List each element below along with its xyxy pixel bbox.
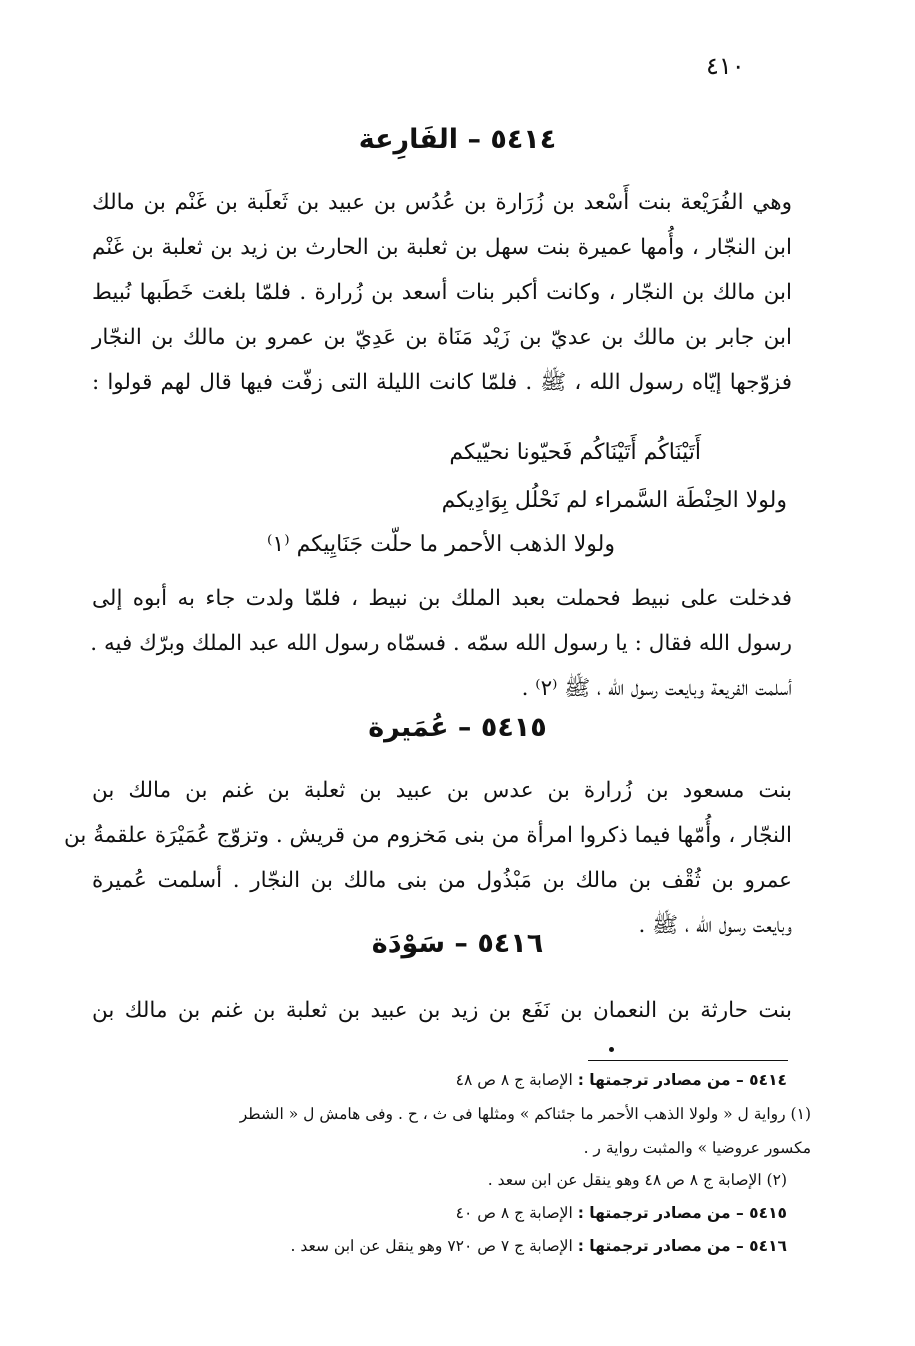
text-line: ابن النجّار ، وأُمها عميرة بنت سهل بن ثعلبة بن الحارث بن زيد بن ثعلبة بن غَنْم [92,235,792,260]
text-line: أسلمت الفريعة وبايعت رسول الله ، ﷺ ⁽٢⁾ . [521,676,792,701]
footnote-5414-sources [456,1070,787,1090]
entry-5414-body [92,180,792,405]
text-line: بنت مسعود بن زُرارة بن عدس بن عبيد بن ثعلبة بن غنم بن مالك بن [92,778,792,803]
footnote-rule-dot [609,1047,614,1052]
footnote-rule [588,1060,788,1061]
text-line: رسول الله فقال : يا رسول الله سمّه . فسمّاه رسول الله عبد الملك وبرّك فيه . [90,631,792,656]
text-line: وبايعت رسول الله ، ﷺ . [638,913,792,938]
entry-heading-5414: ٥٤١٤ – الفَارِعة [358,124,557,155]
footnote-label: ٥٤١٥ – من مصادر ترجمتها : [577,1204,787,1222]
footnote-text: الإصابة ج ٨ ص ٤٠ [455,1204,578,1222]
text-line: وهي الفُرَيْعة بنت أَسْعد بن زُرَارة بن عُدُس بن عبيد بن ثَعلَبة بن غَنْم بن مالك [92,190,792,215]
entry-heading-5416: ٥٤١٦ – سَوْدَة [371,928,544,959]
entry-5416-body [92,988,792,1033]
text-line: ابن جابر بن مالك بن عديّ بن زَيْد مَنَاة بن عَدِيّ بن عمرو بن مالك بن النجّار [92,325,792,350]
footnote-text: الإصابة ج ٨ ص ٤٨ [455,1071,578,1089]
text-line: بنت حارثة بن النعمان بن نَفَع بن زيد بن عبيد بن ثعلبة بن غنم بن مالك بن [92,998,792,1023]
text-line: فزوّجها إيّاه رسول الله ، ﷺ . فلمّا كانت الليلة التى زفّت فيها قال لهم قولوا : [92,370,792,395]
text-line: النجّار ، وأُمّها فيما ذكروا امرأة من بنى مَخزوم من قريش . وتزوّج عُمَيْرَة علقمةُ بن [64,823,792,848]
footnote-label: ٥٤١٦ – من مصادر ترجمتها : [577,1237,787,1255]
footnote-text: الإصابة ج ٧ ص ٧٢٠ وهو ينقل عن ابن سعد . [290,1237,578,1255]
footnote-1: (١) رواية ل « ولولا الذهب الأحمر ما جئناكم » ومثلها فى ث ، ح . وفى هامش ل « الشطر [239,1105,811,1123]
footnote-1-continued: مكسور عروضيا » والمثبت رواية ر . [583,1139,811,1157]
footnote-5416-sources [291,1236,787,1256]
verse-line-1: أَتَيْنَاكُم أَتَيْنَاكُم فَحيّونا نحيّيكم [449,440,701,465]
entry-heading-5415: ٥٤١٥ – عُمَيرة [368,712,547,743]
verse-line-3: ولولا الذهب الأحمر ما حلّت جَنَايِيكم ⁽١⁾ [267,532,615,557]
footnote-5415-sources [456,1203,787,1223]
verse-line-2: ولولا الحِنْطَة السَّمراء لم نَحْلُل بِوَادِيكم [441,488,787,513]
text-line: ابن مالك بن النجّار ، وكانت أكبر بنات أسعد بن زُرارة . فلمّا بلغت خَطَبها نُبيط [92,280,792,305]
footnote-label: ٥٤١٤ – من مصادر ترجمتها : [577,1071,787,1089]
page-number: ٤١٠ [706,52,745,80]
footnote-2: (٢) الإصابة ج ٨ ص ٤٨ وهو ينقل عن ابن سعد . [487,1171,787,1189]
entry-5414-continuation [92,576,792,711]
text-line: فدخلت على نبيط فحملت بعبد الملك بن نبيط ، فلمّا ولدت جاء به أبوه إلى [92,586,792,611]
text-line: عمرو بن ثُقْف بن مالك بن مَبْذُول من بنى مالك بن النجّار . أسلمت عُميرة [92,868,792,893]
entry-5415-body [64,768,792,948]
